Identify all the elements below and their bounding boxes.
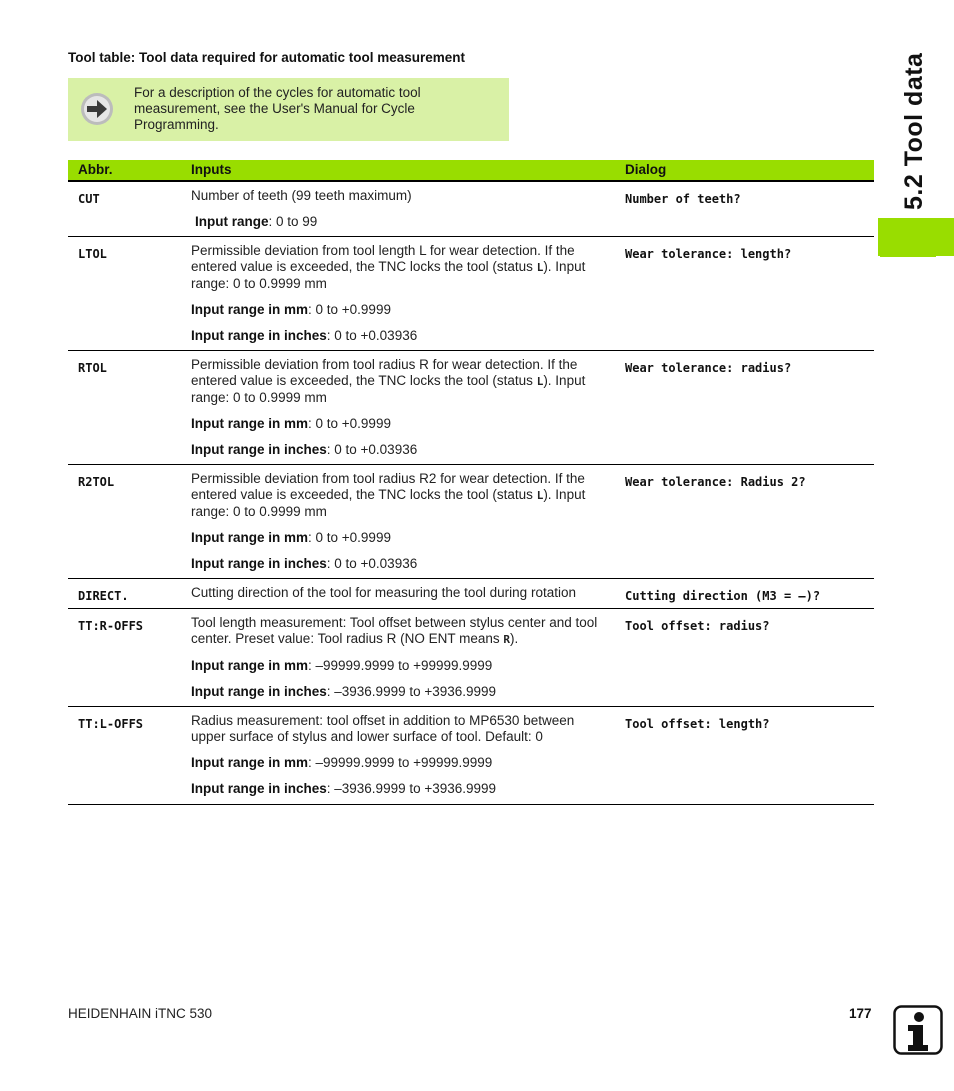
arrow-right-icon (80, 92, 114, 126)
row-dialog: Wear tolerance: length? (625, 247, 792, 261)
tool-data-table (68, 160, 874, 805)
row-abbr: RTOL (78, 361, 107, 375)
row-inputs (191, 579, 608, 601)
row-dialog: Tool offset: radius? (625, 619, 770, 633)
row-inputs (191, 351, 608, 458)
range-value: : –99999.9999 to +99999.9999 (308, 658, 493, 673)
row-desc: Number of teeth (99 teeth maximum) (191, 188, 412, 203)
info-icon[interactable] (893, 1005, 943, 1055)
note-box (68, 78, 509, 141)
row-dialog: Wear tolerance: Radius 2? (625, 475, 806, 489)
row-abbr: TT:L-OFFS (78, 717, 144, 731)
table-row (68, 707, 874, 805)
table-row (68, 351, 874, 465)
page-number: 177 (849, 1006, 872, 1021)
range-label: Input range in mm (191, 302, 309, 317)
row-inputs (191, 609, 608, 700)
range-value: : –3936.9999 to +3936.9999 (326, 684, 497, 699)
range-label: Input range in mm (191, 658, 309, 673)
range-value: : 0 to +0.03936 (326, 442, 418, 457)
row-desc: Permissible deviation from tool radius R2 for wear detection. If the entered value is exceeded, the TNC locks the tool (status L). Input range: 0 to 0.9999 mm (191, 471, 586, 519)
range-value: : 0 to 99 (268, 214, 318, 229)
row-desc: Permissible deviation from tool radius R for wear detection. If the entered value is exceeded, the TNC locks the tool (status L). Input range: 0 to 0.9999 mm (191, 357, 586, 405)
range-label: Input range in mm (191, 416, 309, 431)
row-dialog: Tool offset: length? (625, 717, 770, 731)
range-label: Input range in mm (191, 530, 309, 545)
row-dialog: Number of teeth? (625, 192, 741, 206)
row-abbr: DIRECT. (78, 589, 129, 603)
header-dialog: Dialog (625, 162, 667, 177)
row-inputs (191, 707, 608, 797)
range-label: Input range in inches (191, 781, 327, 796)
chapter-tab-line (880, 255, 936, 257)
row-desc: Radius measurement: tool offset in addition to MP6530 between upper surface of stylus and lower surface of tool. Default: 0 (191, 713, 575, 744)
footer-product: HEIDENHAIN iTNC 530 (68, 1006, 213, 1021)
row-dialog: Wear tolerance: radius? (625, 361, 792, 375)
row-inputs (191, 182, 608, 230)
range-value: : –3936.9999 to +3936.9999 (326, 781, 497, 796)
row-dialog: Cutting direction (M3 = –)? (625, 589, 821, 603)
row-inputs (191, 465, 608, 572)
chapter-title: 5.2 Tool data (900, 52, 928, 210)
header-inputs: Inputs (191, 162, 232, 177)
range-value: : 0 to +0.9999 (308, 302, 391, 317)
table-header (68, 160, 874, 182)
range-label: Input range in inches (191, 556, 327, 571)
section-heading: Tool table: Tool data required for automatic tool measurement (68, 50, 466, 65)
row-abbr: LTOL (78, 247, 107, 261)
range-label: Input range in inches (191, 684, 327, 699)
row-abbr: CUT (78, 192, 100, 206)
range-value: : 0 to +0.9999 (308, 416, 391, 431)
table-row (68, 579, 874, 609)
range-value: : 0 to +0.03936 (326, 328, 418, 343)
row-abbr: R2TOL (78, 475, 115, 489)
row-desc: Cutting direction of the tool for measuring the tool during rotation (191, 585, 576, 600)
range-label: Input range in inches (191, 328, 327, 343)
range-label: Input range in mm (191, 755, 309, 770)
header-abbr: Abbr. (78, 162, 113, 177)
range-value: : 0 to +0.03936 (326, 556, 418, 571)
table-row (68, 609, 874, 707)
row-desc: Tool length measurement: Tool offset between stylus center and tool center. Preset value: Tool radius R (NO ENT means R). (191, 615, 598, 646)
range-value: : –99999.9999 to +99999.9999 (308, 755, 493, 770)
range-value: : 0 to +0.9999 (308, 530, 391, 545)
table-row (68, 465, 874, 579)
chapter-tab (878, 218, 954, 256)
range-label: Input range (195, 214, 269, 229)
table-row (68, 237, 874, 351)
table-row (68, 182, 874, 237)
range-label: Input range in inches (191, 442, 327, 457)
row-abbr: TT:R-OFFS (78, 619, 144, 633)
note-text: For a description of the cycles for automatic tool measurement, see the User's Manual for Cycle Programming. (134, 85, 421, 132)
row-inputs (191, 237, 608, 344)
row-desc: Permissible deviation from tool length L for wear detection. If the entered value is exceeded, the TNC locks the tool (status L). Input range: 0 to 0.9999 mm (191, 243, 586, 291)
